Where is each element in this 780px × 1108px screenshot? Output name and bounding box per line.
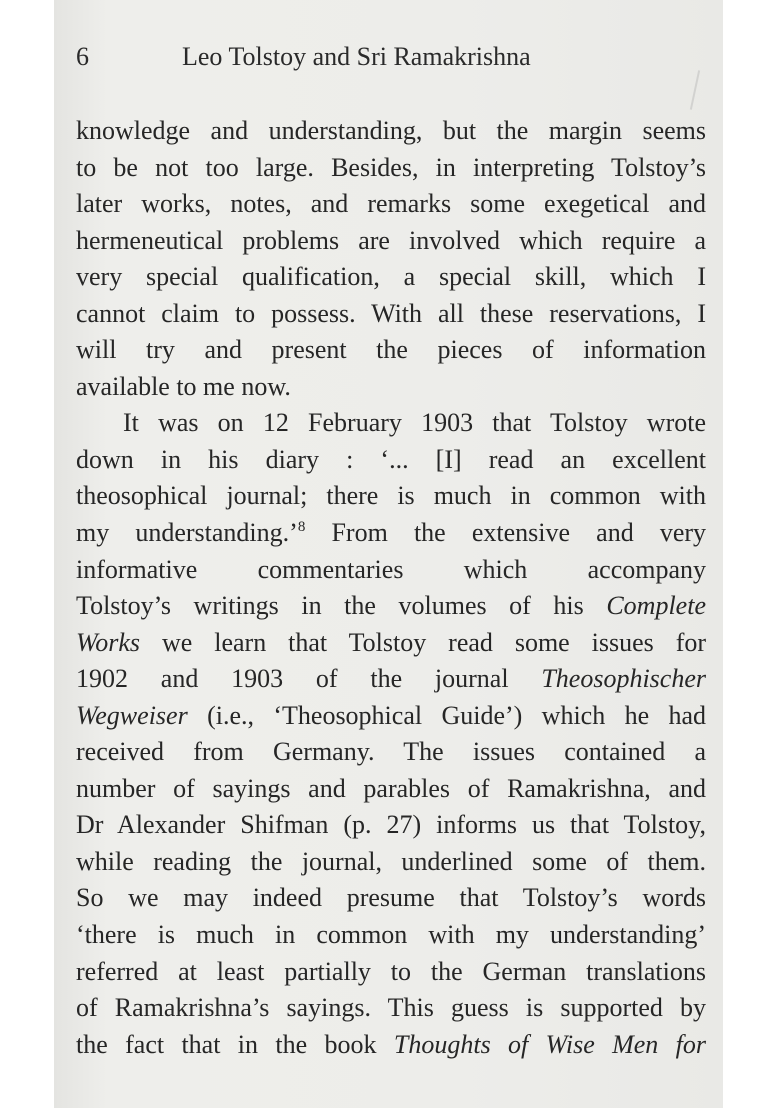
text-line: theosophical journal; there is much in common with: [76, 481, 706, 511]
text-segment: the fact that in the book: [76, 1029, 377, 1059]
text-segment: From the extensive and very: [331, 518, 707, 548]
text-line: will try and present the pieces of information: [76, 335, 706, 365]
italic-title: Works: [76, 627, 141, 657]
text-line: [76, 698, 706, 735]
text-segment: 1902 and 1903 of the journal: [76, 664, 509, 694]
text-line: hermeneutical problems are involved which require a: [76, 225, 706, 255]
text-line: very special qualification, a special skill, which I: [76, 262, 706, 292]
text-line: [76, 515, 706, 552]
text-line: [76, 1027, 706, 1064]
italic-title: Theosophischer: [541, 664, 707, 694]
text-line: ‘there is much in common with my understanding’: [76, 920, 706, 950]
text-line: available to me now.: [76, 371, 291, 401]
text-segment: we learn that Tolstoy read some issues for: [162, 627, 707, 657]
page-header: [76, 42, 706, 82]
text-line: received from Germany. The issues contained a: [76, 737, 706, 767]
text-line: cannot claim to possess. With all these reservations, I: [76, 298, 706, 328]
text-line: number of sayings and parables of Ramakrishna, and: [76, 773, 706, 803]
text-line: [76, 661, 706, 698]
text-line: [76, 588, 706, 625]
text-line: to be not too large. Besides, in interpreting Tolstoy’s: [76, 152, 706, 182]
page-number: 6: [76, 42, 89, 71]
italic-title: Wegweiser: [76, 700, 188, 730]
text-line: later works, notes, and remarks some exegetical and: [76, 189, 706, 219]
text-line: of Ramakrishna’s sayings. This guess is supported by: [76, 993, 706, 1023]
text-segment: (i.e., ‘Theosophical Guide’) which he had: [207, 700, 707, 730]
text-segment: Tolstoy’s writings in the volumes of his: [76, 591, 584, 621]
text-line: while reading the journal, underlined some of them.: [76, 846, 706, 876]
text-line: knowledge and understanding, but the margin seems: [76, 116, 706, 145]
text-line: [76, 625, 706, 662]
text-line: Dr Alexander Shifman (p. 27) informs us that Tolstoy,: [76, 810, 706, 840]
book-page: [54, 0, 723, 1108]
text-segment: my understanding.’: [76, 518, 298, 548]
text-line: down in his diary : ‘... [I] read an excellent: [76, 444, 706, 474]
footnote-marker[interactable]: 8: [297, 519, 306, 536]
text-line: referred at least partially to the German translations: [76, 956, 706, 986]
text-line: So we may indeed presume that Tolstoy’s words: [76, 883, 706, 913]
body-text: [76, 113, 706, 1063]
text-line: It was on 12 February 1903 that Tolstoy wrote: [123, 408, 706, 438]
running-title: Leo Tolstoy and Sri Ramakrishna: [182, 42, 531, 71]
italic-title: Complete: [606, 591, 706, 621]
italic-title: Thoughts of Wise Men for: [393, 1029, 707, 1059]
text-line: informative commentaries which accompany: [76, 554, 706, 584]
